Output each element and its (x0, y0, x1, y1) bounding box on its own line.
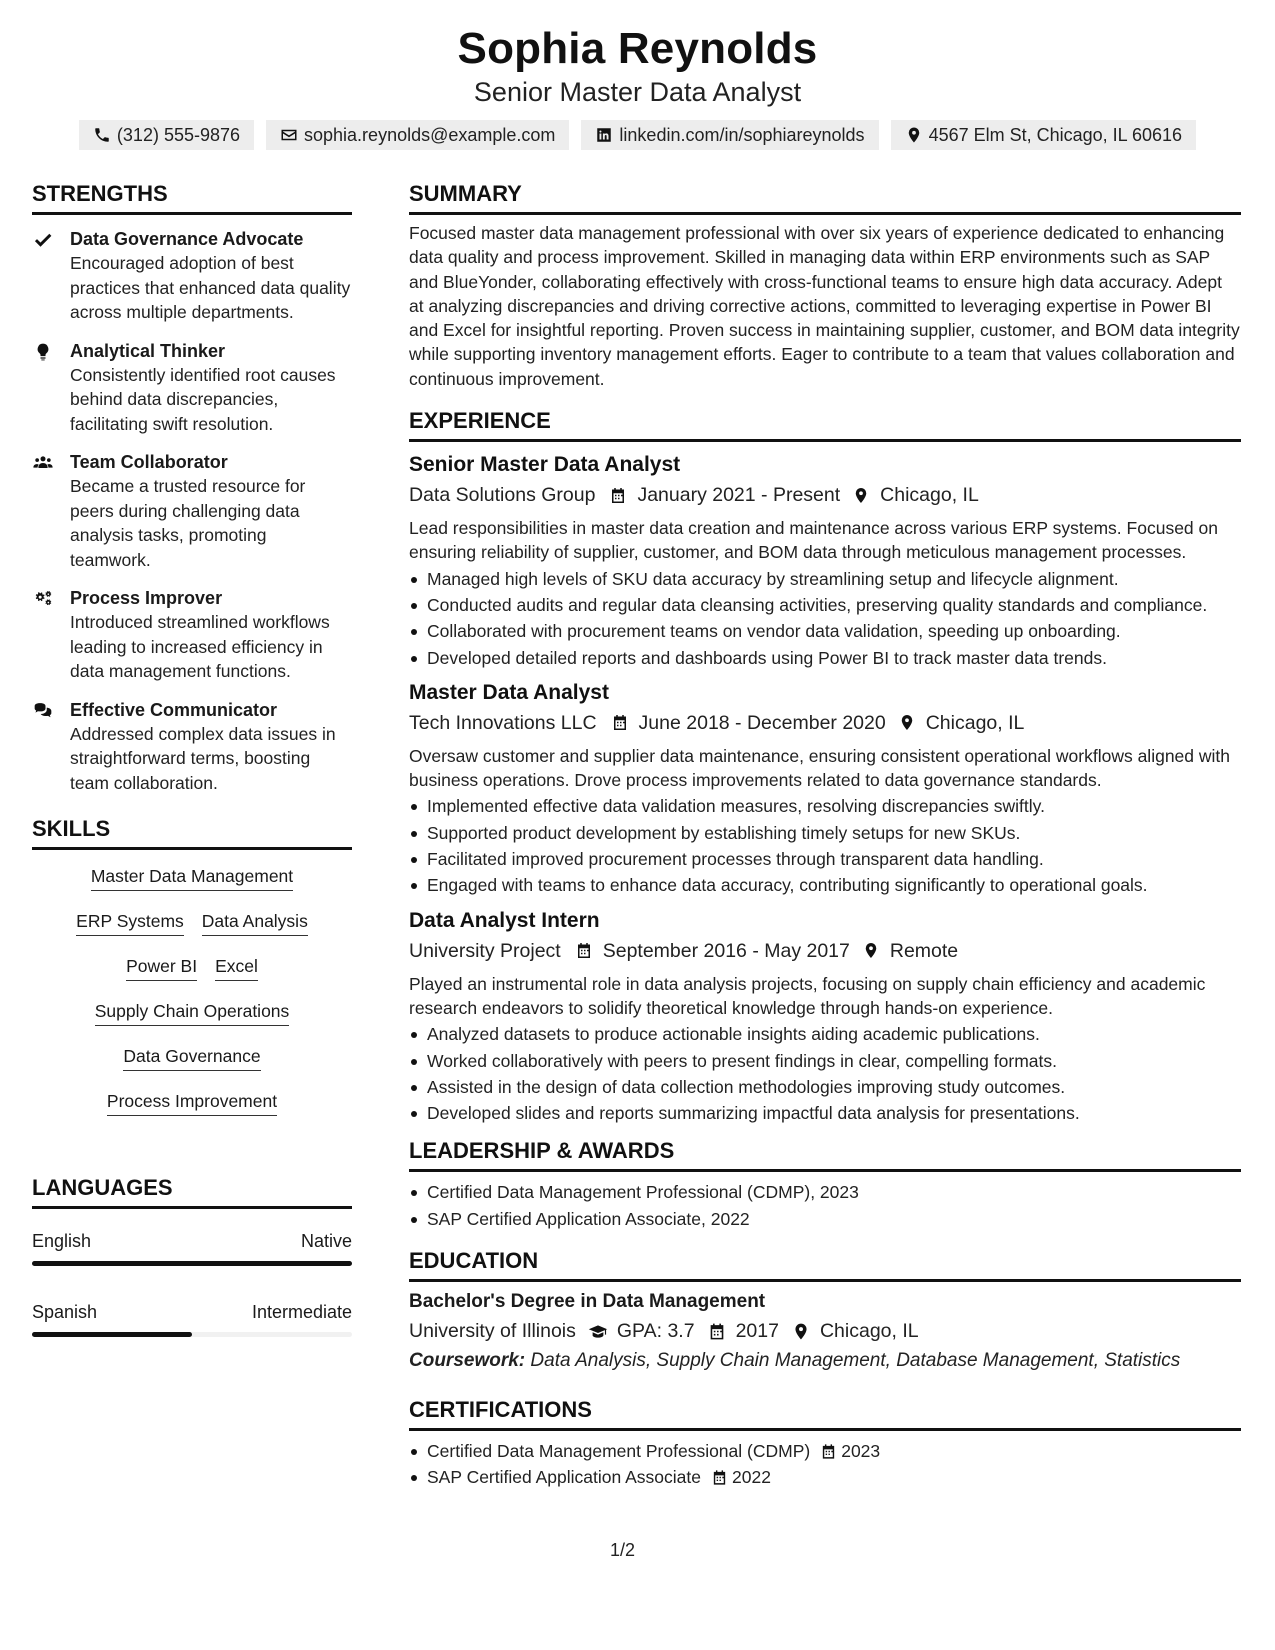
language-item (32, 1229, 352, 1266)
skill-tag: Master Data Management (91, 864, 293, 891)
calendar-icon (609, 486, 627, 505)
contact-linkedin[interactable] (581, 120, 878, 150)
job-meta (409, 708, 1241, 738)
map-pin-icon (791, 1322, 811, 1341)
language-name: English (32, 1231, 92, 1251)
job-location: Remote (889, 939, 959, 962)
contact-address (891, 120, 1197, 150)
job-location: Chicago, IL (925, 711, 1025, 734)
skills-section (32, 813, 352, 1134)
experience-heading: EXPERIENCE (409, 405, 1241, 442)
list-item: Conducted audits and regular data cleansing activities, preserving quality standards and compliance. (409, 593, 1241, 617)
map-pin-icon (852, 486, 870, 505)
experience-section (409, 405, 1241, 1125)
skill-tag: Data Analysis (202, 909, 308, 936)
lightbulb-icon (32, 342, 54, 362)
skills-heading: SKILLS (32, 813, 352, 850)
job-entry (409, 450, 1241, 670)
skill-tag: Data Governance (123, 1044, 260, 1071)
coursework-list: Data Analysis, Supply Chain Management, Database Management, Statistics (530, 1350, 1181, 1372)
job-company: Tech Innovations LLC (409, 711, 597, 734)
envelope-icon (280, 126, 298, 144)
language-level: Intermediate (251, 1302, 352, 1322)
strength-title: Process Improver (70, 588, 223, 608)
contact-linkedin-text: linkedin.com/in/sophiareynolds (619, 124, 865, 145)
language-proficiency-bar (32, 1332, 352, 1337)
languages-section (32, 1172, 352, 1337)
map-pin-icon (905, 126, 923, 144)
left-column (32, 178, 352, 1337)
users-icon (32, 453, 54, 473)
skill-tag: ERP Systems (76, 909, 184, 936)
list-item (409, 1465, 1241, 1489)
contact-bar (0, 120, 1275, 150)
education-meta (409, 1316, 1241, 1346)
graduation-year: 2017 (735, 1320, 779, 1343)
language-level: Native (300, 1231, 352, 1251)
job-entry (409, 906, 1241, 1126)
language-proficiency-fill (32, 1261, 352, 1266)
strength-item (32, 450, 352, 572)
calendar-icon (820, 1443, 837, 1460)
skill-tag: Excel (215, 954, 258, 981)
list-item: Engaged with teams to enhance data accuracy, contributing significantly to operational goals. (409, 873, 1241, 897)
coursework-label: Coursework: (409, 1350, 526, 1372)
phone-icon (93, 126, 111, 144)
strength-item (32, 339, 352, 437)
strength-desc: Addressed complex data issues in straightforward terms, boosting team collaboration. (70, 723, 336, 793)
graduation-cap-icon (588, 1322, 608, 1341)
strengths-list (32, 227, 352, 795)
candidate-name: Sophia Reynolds (457, 24, 818, 73)
certifications-heading: CERTIFICATIONS (409, 1394, 1241, 1431)
strength-title: Analytical Thinker (70, 340, 226, 361)
job-description: Played an instrumental role in data analysis projects, focusing on supply chain efficiency and academic research endeavors to solidify theoretical knowledge through hands-on experience. (409, 973, 1206, 1018)
list-item: Managed high levels of SKU data accuracy by streamlining setup and lifecycle alignment. (409, 567, 1241, 591)
job-entry (409, 678, 1241, 898)
language-item (32, 1300, 352, 1337)
languages-heading: LANGUAGES (32, 1172, 352, 1209)
list-item: Developed detailed reports and dashboards using Power BI to track master data trends. (409, 646, 1241, 670)
education-section (409, 1245, 1241, 1376)
contact-phone-text: (312) 555-9876 (116, 124, 241, 145)
list-item: Analyzed datasets to produce actionable insights aiding academic publications. (409, 1022, 1241, 1046)
gears-icon (32, 589, 54, 609)
school-name: University of Illinois (409, 1320, 576, 1343)
strengths-heading: STRENGTHS (32, 178, 352, 215)
map-pin-icon (898, 713, 916, 732)
strength-item (32, 586, 352, 684)
cert-year: 2023 (841, 1441, 881, 1462)
resume-header (0, 0, 1275, 150)
calendar-icon (711, 1469, 728, 1486)
strength-title: Data Governance Advocate (70, 229, 304, 249)
language-proficiency-fill (32, 1332, 192, 1337)
right-column (409, 178, 1241, 1492)
strength-item (32, 227, 352, 325)
cert-name: Certified Data Management Professional (CDMP) (427, 1441, 811, 1462)
leadership-heading: LEADERSHIP & AWARDS (409, 1135, 1241, 1172)
job-bullets (409, 794, 1241, 897)
contact-email-text: sophia.reynolds@example.com (304, 124, 556, 145)
job-dates: September 2016 - May 2017 (602, 939, 850, 962)
leadership-section (409, 1135, 1241, 1231)
list-item: Assisted in the design of data collection methodologies improving study outcomes. (409, 1075, 1241, 1099)
skills-list (32, 864, 352, 1134)
education-heading: EDUCATION (409, 1245, 1241, 1282)
strength-title: Effective Communicator (70, 699, 278, 720)
job-company: University Project (409, 939, 561, 962)
candidate-title: Senior Master Data Analyst (473, 77, 802, 107)
summary-text: Focused master data management professional with over six years of experience dedicated to enhancing data quality and process improvement. Skilled in managing data within ERP environments such as SAP and BlueYonder, collaborating effectively with cross-functional teams to ensure high data accuracy. Adept at analyzing discrepancies and driving corrective actions, committed to leveraging expertise in Power BI and Excel for insightful reporting. Proven success in maintaining supplier, customer, and BOM data integrity while supporting inventory management efforts. Eager to contribute to a team that values collaboration and continuous improvement. (409, 223, 1240, 389)
strength-desc: Introduced streamlined workflows leading to increased efficiency in data management functions. (70, 612, 330, 681)
linkedin-icon (595, 126, 613, 144)
list-item: Worked collaboratively with peers to present findings in clear, compelling formats. (409, 1049, 1241, 1073)
job-location: Chicago, IL (880, 484, 979, 507)
contact-email[interactable] (266, 120, 569, 150)
skill-tag: Process Improvement (107, 1089, 277, 1116)
contact-phone[interactable] (79, 120, 254, 150)
calendar-icon (707, 1322, 727, 1341)
page-number: 1/2 (610, 1540, 636, 1560)
school-location: Chicago, IL (819, 1320, 919, 1343)
certifications-section (409, 1394, 1241, 1490)
cert-name: SAP Certified Application Associate (427, 1467, 702, 1488)
list-item: SAP Certified Application Associate, 2022 (409, 1207, 1241, 1231)
job-title: Data Analyst Intern (409, 908, 600, 932)
skill-tag: Power BI (126, 954, 197, 981)
contact-address-text: 4567 Elm St, Chicago, IL 60616 (928, 124, 1183, 145)
checkmark-icon (32, 230, 54, 250)
job-bullets (409, 567, 1241, 670)
job-dates: January 2021 - Present (637, 484, 841, 507)
skill-tag: Supply Chain Operations (95, 999, 290, 1026)
calendar-icon (575, 941, 593, 960)
job-title: Master Data Analyst (409, 680, 609, 704)
map-pin-icon (862, 941, 880, 960)
list-item: Supported product development by establishing timely setups for new SKUs. (409, 821, 1241, 845)
gpa: GPA: 3.7 (616, 1320, 695, 1343)
degree-title: Bachelor's Degree in Data Management (409, 1291, 766, 1313)
chat-bubbles-icon (32, 701, 54, 721)
job-dates: June 2018 - December 2020 (638, 711, 886, 734)
strength-item (32, 698, 352, 796)
summary-heading: SUMMARY (409, 178, 1241, 215)
strength-desc: Consistently identified root causes behind data discrepancies, facilitating swift resolution. (70, 364, 336, 434)
language-proficiency-bar (32, 1261, 352, 1266)
job-bullets (409, 1022, 1241, 1125)
strength-desc: Encouraged adoption of best practices that enhanced data quality across multiple departments. (70, 253, 351, 322)
job-meta (409, 936, 1241, 966)
coursework (409, 1346, 1241, 1376)
language-name: Spanish (32, 1302, 98, 1322)
list-item: Developed slides and reports summarizing impactful data analysis for presentations. (409, 1101, 1241, 1125)
cert-year: 2022 (732, 1467, 771, 1488)
job-title: Senior Master Data Analyst (409, 453, 681, 477)
job-meta (409, 480, 1241, 510)
list-item: Facilitated improved procurement processes through transparent data handling. (409, 847, 1241, 871)
list-item: Certified Data Management Professional (CDMP), 2023 (409, 1180, 1241, 1204)
list-item: Collaborated with procurement teams on vendor data validation, speeding up onboarding. (409, 619, 1241, 643)
list-item: Implemented effective data validation measures, resolving discrepancies swiftly. (409, 794, 1241, 818)
leadership-list (409, 1180, 1241, 1231)
certifications-list (409, 1439, 1241, 1490)
list-item (409, 1439, 1241, 1463)
job-description: Oversaw customer and supplier data maintenance, ensuring consistent operational workflows aligned with business operations. Drove process improvements related to data governance standards. (409, 745, 1230, 791)
strength-desc: Became a trusted resource for peers during challenging data analysis tasks, promoting teamwork. (70, 476, 306, 570)
strength-title: Team Collaborator (70, 452, 228, 472)
job-description: Lead responsibilities in master data creation and maintenance across various ERP systems. Focused on ensuring reliability of supplier, customer, and BOM data through meticulous management processes. (409, 518, 1218, 563)
calendar-icon (611, 713, 629, 732)
job-company: Data Solutions Group (409, 484, 596, 507)
